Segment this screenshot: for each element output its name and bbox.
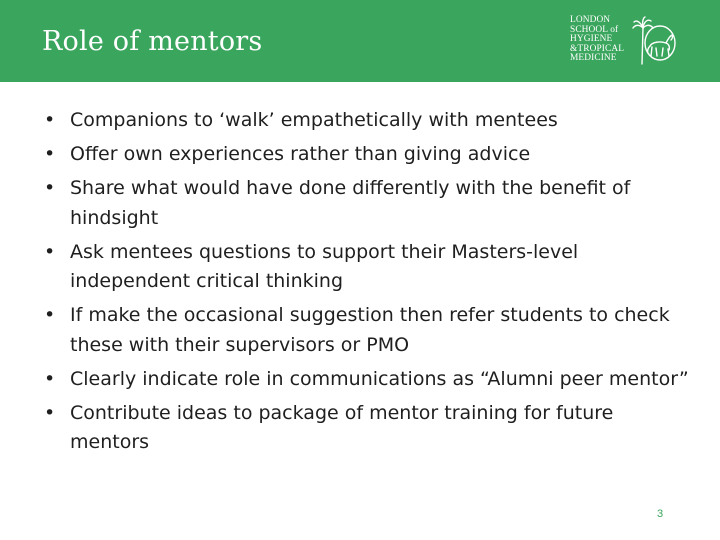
bullet-marker: •: [44, 367, 56, 390]
bullet-text: Clearly indicate role in communications as “Alumni peer mentor”: [70, 367, 689, 390]
bullet-marker: •: [44, 109, 56, 131]
horse-emblem-icon: [630, 16, 678, 68]
logo-line-4: &TROPICAL: [570, 43, 625, 54]
bullet-marker: •: [44, 401, 56, 424]
logo-line-5: MEDICINE: [570, 53, 617, 64]
logo-line-1: LONDON: [570, 15, 611, 25]
bullet-item: [44, 399, 694, 458]
logo-line-2: SCHOOL of: [570, 24, 619, 35]
page-number: 3: [656, 508, 664, 520]
bullet-item: [44, 140, 694, 170]
bullet-item: [44, 365, 694, 395]
bullet-text: Contribute ideas to package of mentor training for future mentors: [70, 401, 614, 453]
bullet-item: [44, 174, 694, 233]
bullet-item: [44, 301, 694, 360]
bullet-text: Ask mentees questions to support their Masters-level independent critical thinking: [70, 240, 579, 292]
bullet-marker: •: [44, 177, 56, 199]
bullet-marker: •: [44, 143, 56, 165]
slide-title: Role of mentors: [42, 26, 263, 57]
bullet-marker: •: [44, 304, 56, 326]
logo-wordmark: [570, 16, 634, 64]
title-bar: [0, 0, 720, 82]
bullet-item: [44, 238, 694, 297]
bullet-marker: •: [44, 240, 56, 263]
bullet-item: [44, 106, 694, 136]
bullet-text: Share what would have done differently with the benefit of hindsight: [70, 177, 631, 229]
bullet-text: Companions to ‘walk’ empathetically with mentees: [70, 109, 558, 131]
bullet-text: Offer own experiences rather than giving advice: [70, 143, 531, 165]
lshtm-logo: [570, 16, 680, 68]
bullet-list: [44, 106, 694, 462]
logo-line-3: HYGIENE: [570, 34, 613, 45]
bullet-text: If make the occasional suggestion then refer students to check these with their supervisors or PMO: [70, 304, 670, 356]
